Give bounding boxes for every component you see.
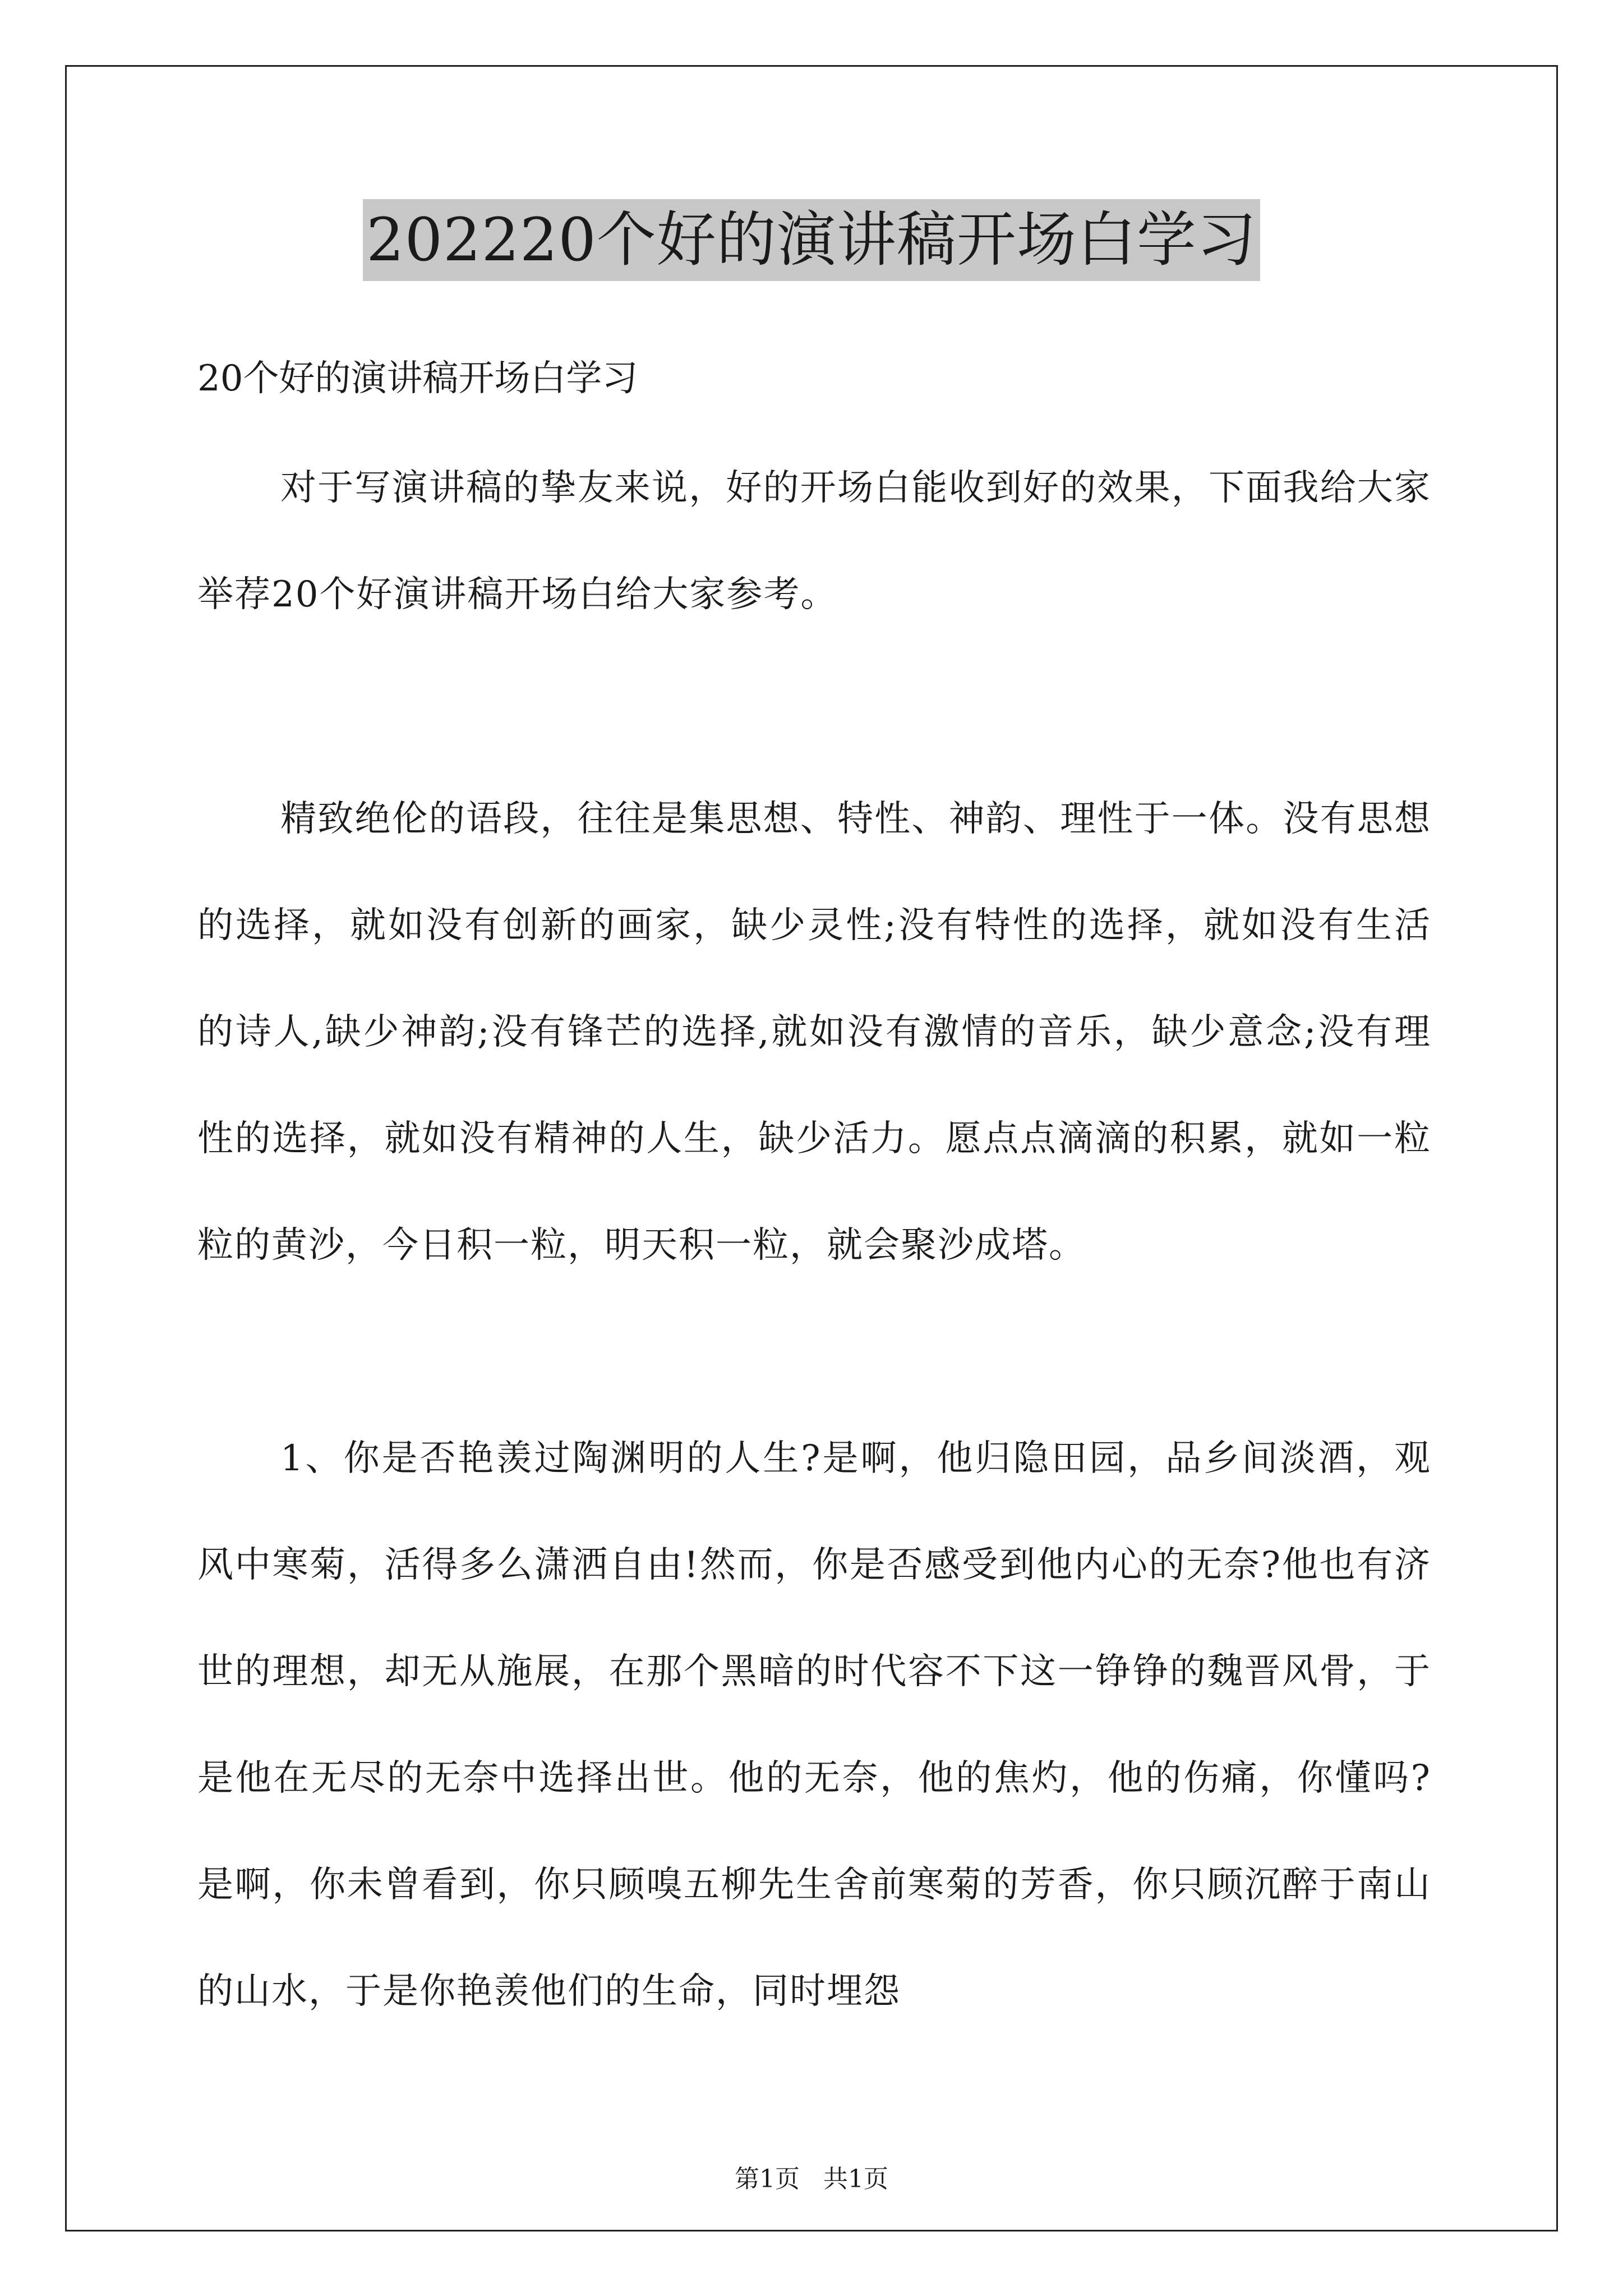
document-title-text: 202220个好的演讲稿开场白学习 bbox=[363, 199, 1260, 281]
paragraph-intro: 对于写演讲稿的挚友来说，好的开场白能收到好的效果，下面我给大家举荐20个好演讲稿开场白给大家参考。 bbox=[197, 467, 1431, 615]
document-subtitle: 20个好的演讲稿开场白学习 bbox=[197, 358, 638, 399]
document-title bbox=[0, 199, 1623, 283]
paragraph-item-1: 1、你是否艳羡过陶渊明的人生?是啊，他归隐田园，品乡间淡酒，观风中寒菊，活得多么潇洒自由!然而，你是否感受到他内心的无奈?他也有济世的理想，却无从施展，在那个黑暗的时代容不下这一铮铮的魏晋风骨，于是他在无尽的无奈中选择出世。他的无奈，他的焦灼，他的伤痛，你懂吗?是啊，你未曾看到，你只顾嗅五柳先生舍前寒菊的芳香，你只顾沉醉于南山的山水，于是你艳羡他们的生命，同时埋怨 bbox=[197, 1438, 1431, 2012]
page-number-footer: 第1页 共1页 bbox=[735, 2165, 888, 2193]
paragraph-preface: 精致绝伦的语段，往往是集思想、特性、神韵、理性于一体。没有思想的选择，就如没有创新的画家，缺少灵性;没有特性的选择，就如没有生活的诗人,缺少神韵;没有锋芒的选择,就如没有激情的音乐，缺少意念;没有理性的选择，就如没有精神的人生，缺少活力。愿点点滴滴的积累，就如一粒粒的黄沙，今日积一粒，明天积一粒，就会聚沙成塔。 bbox=[197, 798, 1431, 1266]
